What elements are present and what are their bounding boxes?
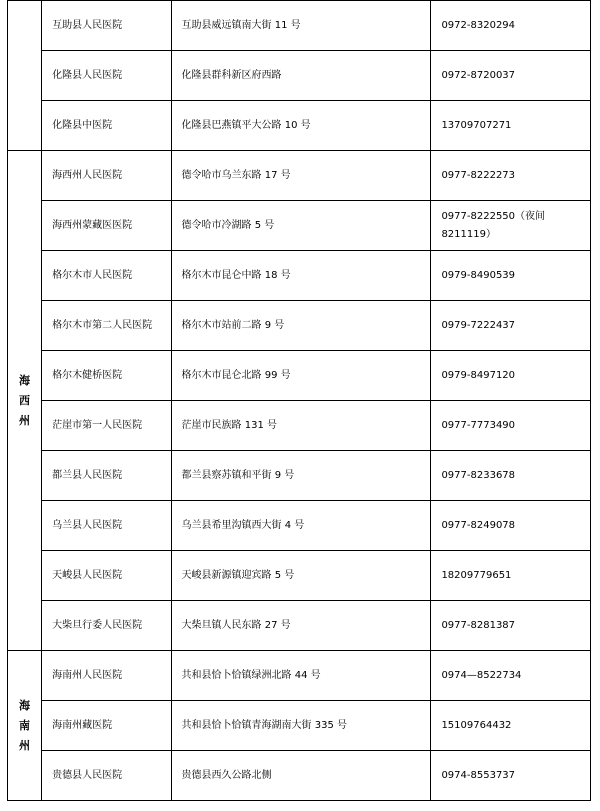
hospital-address: 互助县威远镇南大街 11 号	[171, 1, 431, 51]
hospital-address: 德令哈市冷湖路 5 号	[171, 201, 431, 251]
hospital-name: 都兰县人民医院	[42, 451, 171, 501]
hospital-phone: 15109764432	[431, 701, 591, 751]
hospital-phone: 18209779651	[431, 551, 591, 601]
hospital-address: 都兰县察苏镇和平街 9 号	[171, 451, 431, 501]
hospital-name: 化隆县人民医院	[42, 51, 171, 101]
hospital-name: 大柴旦行委人民医院	[42, 601, 171, 651]
table-row	[8, 201, 591, 251]
table-row	[8, 751, 591, 801]
hospital-name: 互助县人民医院	[42, 1, 171, 51]
hospital-name: 海西州人民医院	[42, 151, 171, 201]
hospital-phone: 0972-8320294	[431, 1, 591, 51]
hospital-name: 海南州人民医院	[42, 651, 171, 701]
hospital-address: 德令哈市乌兰东路 17 号	[171, 151, 431, 201]
hospital-phone: 0977-8249078	[431, 501, 591, 551]
table-row	[8, 1, 591, 51]
hospital-phone: 0977-8222550（夜间 8211119）	[431, 201, 591, 251]
hospital-phone: 0974-8553737	[431, 751, 591, 801]
hospital-name: 贵德县人民医院	[42, 751, 171, 801]
table-row	[8, 151, 591, 201]
hospital-phone: 0979-8497120	[431, 351, 591, 401]
table-row	[8, 101, 591, 151]
hospital-table	[7, 0, 591, 801]
table-row	[8, 51, 591, 101]
hospital-phone: 0977-8233678	[431, 451, 591, 501]
hospital-name: 格尔木市人民医院	[42, 251, 171, 301]
table-row	[8, 351, 591, 401]
table-row	[8, 501, 591, 551]
hospital-name: 海西州蒙藏医医院	[42, 201, 171, 251]
hospital-address: 大柴旦镇人民东路 27 号	[171, 601, 431, 651]
hospital-address: 共和县恰卜恰镇青海湖南大街 335 号	[171, 701, 431, 751]
hospital-phone: 0972-8720037	[431, 51, 591, 101]
hospital-address: 共和县恰卜恰镇绿洲北路 44 号	[171, 651, 431, 701]
hospital-phone: 0977-8222273	[431, 151, 591, 201]
hospital-address: 乌兰县希里沟镇西大街 4 号	[171, 501, 431, 551]
hospital-phone: 0979-7222437	[431, 301, 591, 351]
hospital-address: 茫崖市民族路 131 号	[171, 401, 431, 451]
hospital-address: 格尔木市昆仑北路 99 号	[171, 351, 431, 401]
hospital-address: 化隆县群科新区府西路	[171, 51, 431, 101]
region-cell: 海西州	[8, 151, 42, 651]
hospital-name: 乌兰县人民医院	[42, 501, 171, 551]
hospital-address: 格尔木市昆仑中路 18 号	[171, 251, 431, 301]
table-row	[8, 401, 591, 451]
region-cell: 海南州	[8, 651, 42, 801]
hospital-name: 海南州藏医院	[42, 701, 171, 751]
hospital-address: 化隆县巴燕镇平大公路 10 号	[171, 101, 431, 151]
hospital-name: 天峻县人民医院	[42, 551, 171, 601]
region-cell	[8, 1, 42, 151]
hospital-phone: 0977-8281387	[431, 601, 591, 651]
hospital-phone: 13709707271	[431, 101, 591, 151]
hospital-phone: 0977-7773490	[431, 401, 591, 451]
hospital-name: 格尔木市第二人民医院	[42, 301, 171, 351]
table-row	[8, 551, 591, 601]
hospital-name: 化隆县中医院	[42, 101, 171, 151]
hospital-address: 格尔木市站前二路 9 号	[171, 301, 431, 351]
hospital-phone: 0979-8490539	[431, 251, 591, 301]
table-row	[8, 251, 591, 301]
hospital-address: 贵德县西久公路北侧	[171, 751, 431, 801]
hospital-phone: 0974—8522734	[431, 651, 591, 701]
table-row	[8, 301, 591, 351]
hospital-name: 茫崖市第一人民医院	[42, 401, 171, 451]
table-row	[8, 601, 591, 651]
table-row	[8, 701, 591, 751]
hospital-address: 天峻县新源镇迎宾路 5 号	[171, 551, 431, 601]
hospital-name: 格尔木健桥医院	[42, 351, 171, 401]
table-row	[8, 451, 591, 501]
table-row	[8, 651, 591, 701]
